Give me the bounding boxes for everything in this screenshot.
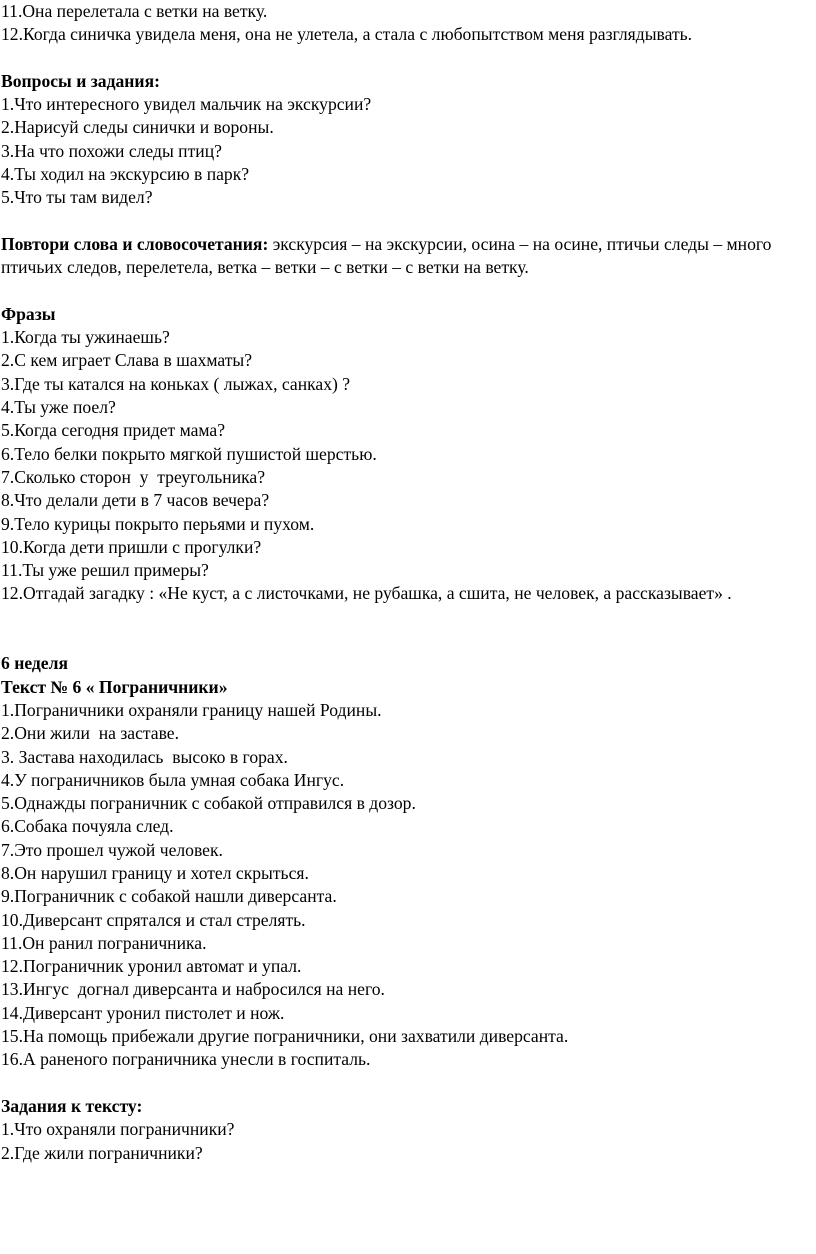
tasks-heading: Задания к тексту: bbox=[1, 1095, 143, 1116]
blank-line bbox=[1, 210, 800, 233]
repeat-text: экскурсия – на экскурсии, осина – на осине, птичьи следы – много птичьих следов, перелетела, ветка – ветки – с ветки – с ветки на ветку. bbox=[1, 233, 776, 278]
text-title: Текст № 6 « Пограничники» bbox=[1, 676, 228, 697]
question-item: 4.Ты ходил на экскурсию в парк? bbox=[1, 164, 250, 185]
phrase-item: 11.Ты уже решил примеры? bbox=[1, 560, 209, 581]
text-sentence: 3. Застава находилась высоко в горах. bbox=[1, 746, 288, 767]
question-item: 5.Что ты там видел? bbox=[1, 187, 153, 208]
text-sentence: 1.Пограничники охраняли границу нашей Родины. bbox=[1, 699, 382, 720]
phrase-item: 8.Что делали дети в 7 часов вечера? bbox=[1, 490, 270, 511]
intro-line-11: 11.Она перелетала с ветки на ветку. bbox=[1, 1, 268, 21]
text-sentence: 15.На помощь прибежали другие пограничники, они захватили диверсанта. bbox=[1, 1026, 569, 1047]
questions-heading: Вопросы и задания: bbox=[1, 70, 160, 91]
text-sentence: 10.Диверсант спрятался и стал стрелять. bbox=[1, 909, 306, 930]
repeat-heading: Повтори слова и словосочетания: bbox=[1, 233, 269, 254]
question-item: 1.Что интересного увидел мальчик на экскурсии? bbox=[1, 94, 372, 115]
intro-line-12: 12.Когда синичка увидела меня, она не улетела, а стала с любопытством меня разглядывать. bbox=[1, 24, 693, 45]
text-sentence: 2.Они жили на заставе. bbox=[1, 723, 180, 744]
text-sentence: 7.Это прошел чужой человек. bbox=[1, 839, 223, 860]
task-item: 1.Что охраняли пограничники? bbox=[1, 1119, 235, 1140]
phrase-item: 9.Тело курицы покрыто перьями и пухом. bbox=[1, 513, 315, 534]
text-sentence: 5.Однажды пограничник с собакой отправился в дозор. bbox=[1, 793, 416, 814]
text-sentence: 16.А раненого пограничника унесли в госпиталь. bbox=[1, 1049, 371, 1070]
blank-line bbox=[1, 280, 800, 303]
text-sentence: 8.Он нарушил границу и хотел скрыться. bbox=[1, 862, 309, 883]
blank-line bbox=[1, 629, 800, 652]
blank-line bbox=[1, 1072, 800, 1095]
blank-line bbox=[1, 47, 800, 70]
phrase-item: 10.Когда дети пришли с прогулки? bbox=[1, 536, 262, 557]
task-item: 2.Где жили пограничники? bbox=[1, 1142, 203, 1163]
question-item: 2.Нарисуй следы синички и вороны. bbox=[1, 117, 274, 138]
blank-line bbox=[1, 606, 800, 629]
text-sentence: 13.Ингус догнал диверсанта и набросился на него. bbox=[1, 979, 385, 1000]
phrase-item: 5.Когда сегодня придет мама? bbox=[1, 420, 226, 441]
repeat-paragraph bbox=[1, 233, 800, 280]
phrase-item: 7.Сколько сторон у треугольника? bbox=[1, 466, 266, 487]
text-sentence: 9.Пограничник с собакой нашли диверсанта. bbox=[1, 886, 337, 907]
week-label: 6 неделя bbox=[1, 653, 69, 674]
text-sentence: 14.Диверсант уронил пистолет и нож. bbox=[1, 1002, 285, 1023]
text-sentence: 4.У пограничников была умная собака Ингус. bbox=[1, 769, 345, 790]
phrase-item: 12.Отгадай загадку : «Не куст, а с листочками, не рубашка, а сшита, не человек, а рассказывает» . bbox=[1, 583, 732, 604]
phrase-item: 4.Ты уже поел? bbox=[1, 397, 116, 418]
text-sentence: 6.Собака почуяла след. bbox=[1, 816, 174, 837]
phrase-item: 6.Тело белки покрыто мягкой пушистой шерстью. bbox=[1, 443, 377, 464]
question-item: 3.На что похожи следы птиц? bbox=[1, 140, 222, 161]
phrase-item: 1.Когда ты ужинаешь? bbox=[1, 327, 170, 348]
phrase-item: 2.С кем играет Слава в шахматы? bbox=[1, 350, 253, 371]
phrases-heading: Фразы bbox=[1, 303, 56, 324]
text-sentence: 11.Он ранил пограничника. bbox=[1, 932, 207, 953]
text-sentence: 12.Пограничник уронил автомат и упал. bbox=[1, 956, 302, 977]
phrase-item: 3.Где ты катался на коньках ( лыжах, санках) ? bbox=[1, 373, 351, 394]
